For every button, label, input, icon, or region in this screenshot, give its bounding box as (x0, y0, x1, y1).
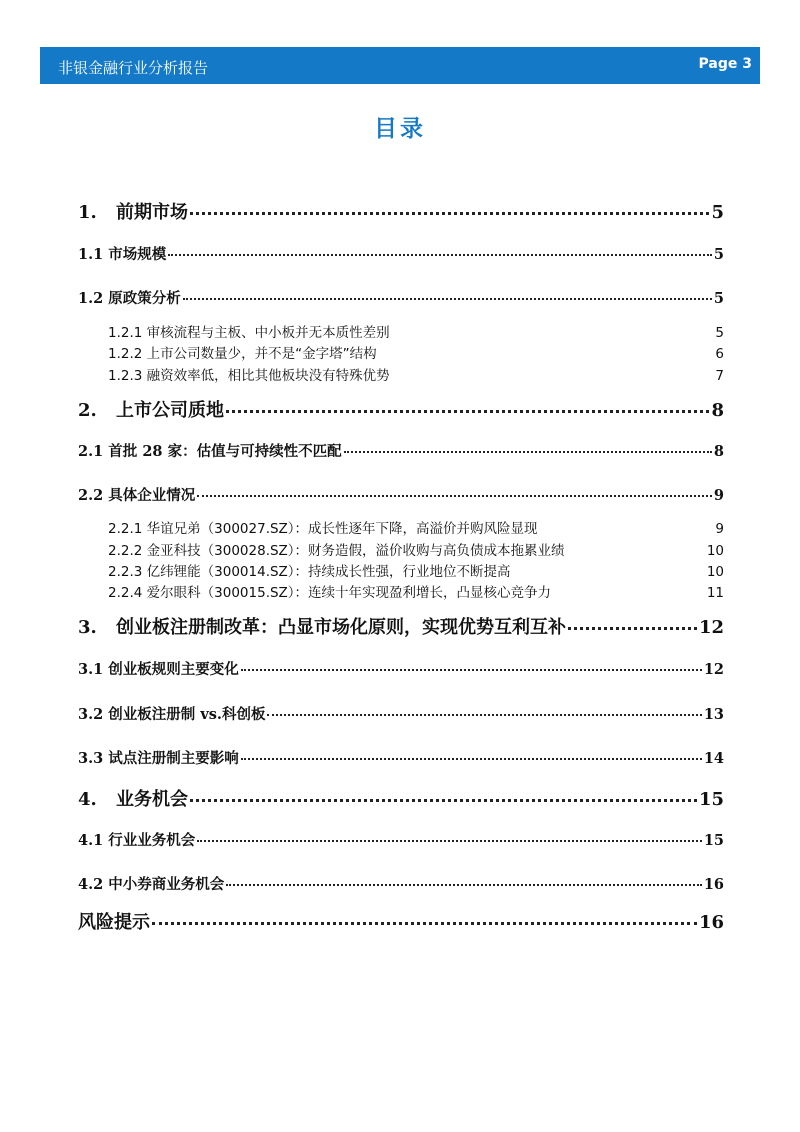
toc-entry-number: 1.2.2 (108, 346, 143, 362)
toc-entry[interactable] (108, 560, 724, 580)
toc-leader-dots (226, 410, 709, 413)
toc-entry-label (78, 287, 181, 308)
toc-entry-text: 试点注册制主要影响 (108, 750, 239, 767)
toc-entry-text: 亿纬锂能（300014.SZ）：持续成长性强，行业地位不断提高 (146, 564, 511, 580)
toc-entry-number: 3. (78, 617, 97, 638)
toc-entry-text: 融资效率低，相比其他板块没有特殊优势 (146, 368, 390, 384)
toc-entry-number: 2.2.4 (108, 585, 143, 601)
toc-entry[interactable] (108, 581, 724, 601)
toc-entry-label (78, 484, 195, 505)
toc-entry-text: 前期市场 (116, 202, 188, 223)
toc-entry-page: 12 (703, 661, 724, 678)
toc-entry-number: 2.2 (78, 487, 104, 504)
toc-entry-number: 1.2.3 (108, 368, 143, 384)
toc-entry-label (108, 539, 565, 559)
toc-entry-text: 创业板规则主要变化 (108, 661, 239, 678)
toc-entry-label (78, 198, 188, 224)
toc-entry-page: 10 (706, 543, 724, 559)
toc-entry-text: 行业业务机会 (108, 832, 196, 849)
toc-entry-text: 华谊兄弟（300027.SZ）：成长性逐年下降，高溢价并购风险显现 (146, 521, 538, 537)
toc-entry-page: 5 (713, 290, 724, 307)
toc-entry-page: 7 (715, 368, 724, 384)
toc-entry[interactable] (78, 703, 724, 724)
toc-entry-page: 15 (698, 789, 724, 810)
toc-entry[interactable] (78, 829, 724, 850)
toc-entry-number: 4.2 (78, 876, 104, 893)
toc-entry-label (108, 321, 390, 341)
toc-leader-dots (168, 254, 712, 256)
toc-entry[interactable] (108, 321, 724, 341)
toc-entry-label (78, 440, 342, 461)
toc-leader-dots (197, 840, 702, 842)
toc-entry-label (78, 747, 239, 768)
toc-entry[interactable] (108, 539, 724, 559)
toc-entry-number: 2.2.2 (108, 543, 143, 559)
toc-title: 目录 (374, 115, 426, 142)
toc-leader-dots (197, 495, 712, 497)
toc-leader-dots (152, 922, 697, 925)
toc-entry[interactable] (78, 396, 724, 422)
toc-entry-label (108, 560, 511, 580)
toc-entry-text: 市场规模 (108, 246, 167, 263)
toc-entry-label (108, 364, 390, 384)
toc-entry-label (78, 613, 566, 639)
toc-entry-number: 2.1 (78, 443, 104, 460)
toc-entry[interactable] (78, 613, 724, 639)
toc-entry-text: 审核流程与主板、中小板并无本质性差别 (146, 325, 390, 341)
toc-leader-dots (183, 298, 712, 300)
toc-entry-text: 风险提示 (78, 912, 150, 933)
toc-entry[interactable] (78, 243, 724, 264)
toc-entry[interactable] (78, 873, 724, 894)
toc-entry-page: 5 (715, 325, 724, 341)
toc-entry[interactable] (108, 517, 724, 537)
toc-entry[interactable] (78, 747, 724, 768)
toc-entry-number: 2.2.1 (108, 521, 143, 537)
toc-leader-dots (190, 799, 697, 802)
toc-entry-text: 上市公司质地 (116, 400, 224, 421)
toc-entry[interactable] (78, 484, 724, 505)
toc-entry-page: 9 (715, 521, 724, 537)
toc-entry-label (78, 873, 224, 894)
toc-entry-label (108, 342, 377, 362)
toc-entry-page: 11 (706, 585, 724, 601)
toc-entry-page: 10 (706, 564, 724, 580)
toc-entry-label (78, 829, 195, 850)
toc-entry-number: 4.1 (78, 832, 104, 849)
toc-entry-label (78, 785, 188, 811)
toc-entry-label (78, 908, 150, 934)
toc-entry-number: 2.2.3 (108, 564, 143, 580)
toc-leader-dots (344, 451, 712, 453)
toc-entry-page: 6 (715, 346, 724, 362)
toc-leader-dots (226, 884, 702, 886)
toc-entry-label (78, 396, 224, 422)
toc-entry-label (78, 703, 265, 724)
toc-entry-page: 5 (711, 202, 724, 223)
toc-entry-number: 1.1 (78, 246, 104, 263)
toc-entry-number: 3.1 (78, 661, 104, 678)
toc-entry-page: 14 (703, 750, 724, 767)
toc-entry-text: 创业板注册制 vs.科创板 (108, 706, 266, 723)
toc-entry-text: 金亚科技（300028.SZ）：财务造假，溢价收购与高负债成本拖累业绩 (146, 543, 565, 559)
toc-entry-text: 创业板注册制改革：凸显市场化原则，实现优势互利互补 (116, 617, 566, 638)
toc-entry-text: 原政策分析 (108, 290, 181, 307)
toc-entry-page: 15 (703, 832, 724, 849)
toc-entry-text: 业务机会 (116, 789, 188, 810)
toc-entry[interactable] (108, 364, 724, 384)
toc-entry-page: 5 (713, 246, 724, 263)
report-header-bar (40, 47, 760, 84)
toc-entry-text: 具体企业情况 (108, 487, 196, 504)
report-name: 非银金融行业分析报告 (58, 59, 209, 77)
toc-entry-page: 12 (698, 617, 724, 638)
toc-entry-label (108, 581, 551, 601)
toc-entry-text: 上市公司数量少，并不是“金字塔”结构 (146, 346, 377, 362)
toc-entry-page: 9 (713, 487, 724, 504)
toc-entry-label (108, 517, 538, 537)
toc-entry-page: 16 (698, 912, 724, 933)
toc-entry-page: 13 (703, 706, 724, 723)
toc-entry-number: 1.2 (78, 290, 104, 307)
page-number: Page 3 (698, 56, 752, 72)
toc-entry-number: 1. (78, 202, 97, 223)
toc-entry-number: 2. (78, 400, 97, 421)
toc-entry-number: 3.2 (78, 706, 104, 723)
toc-entry-page: 16 (703, 876, 724, 893)
toc-entry[interactable] (78, 198, 724, 224)
toc-entry-page: 8 (711, 400, 724, 421)
toc-entry-number: 1.2.1 (108, 325, 143, 341)
toc-leader-dots (190, 212, 709, 215)
toc-entry[interactable] (108, 342, 724, 362)
toc-entry-page: 8 (713, 443, 724, 460)
toc-entry-number: 3.3 (78, 750, 104, 767)
toc-entry[interactable] (78, 440, 724, 461)
toc-entry[interactable] (78, 908, 724, 934)
toc-leader-dots (267, 714, 701, 716)
toc-entry-text: 爱尔眼科（300015.SZ）：连续十年实现盈利增长，凸显核心竞争力 (146, 585, 552, 601)
toc-entry-text: 首批 28 家：估值与可持续性不匹配 (108, 443, 342, 460)
toc-entry-text: 中小券商业务机会 (108, 876, 225, 893)
toc-entry-label (78, 243, 166, 264)
toc-entry-number: 4. (78, 789, 97, 810)
toc-entry[interactable] (78, 287, 724, 308)
toc-entry[interactable] (78, 658, 724, 679)
toc-leader-dots (241, 758, 702, 760)
toc-leader-dots (241, 669, 702, 671)
toc-entry-label (78, 658, 239, 679)
toc-entry[interactable] (78, 785, 724, 811)
toc-leader-dots (568, 627, 697, 630)
